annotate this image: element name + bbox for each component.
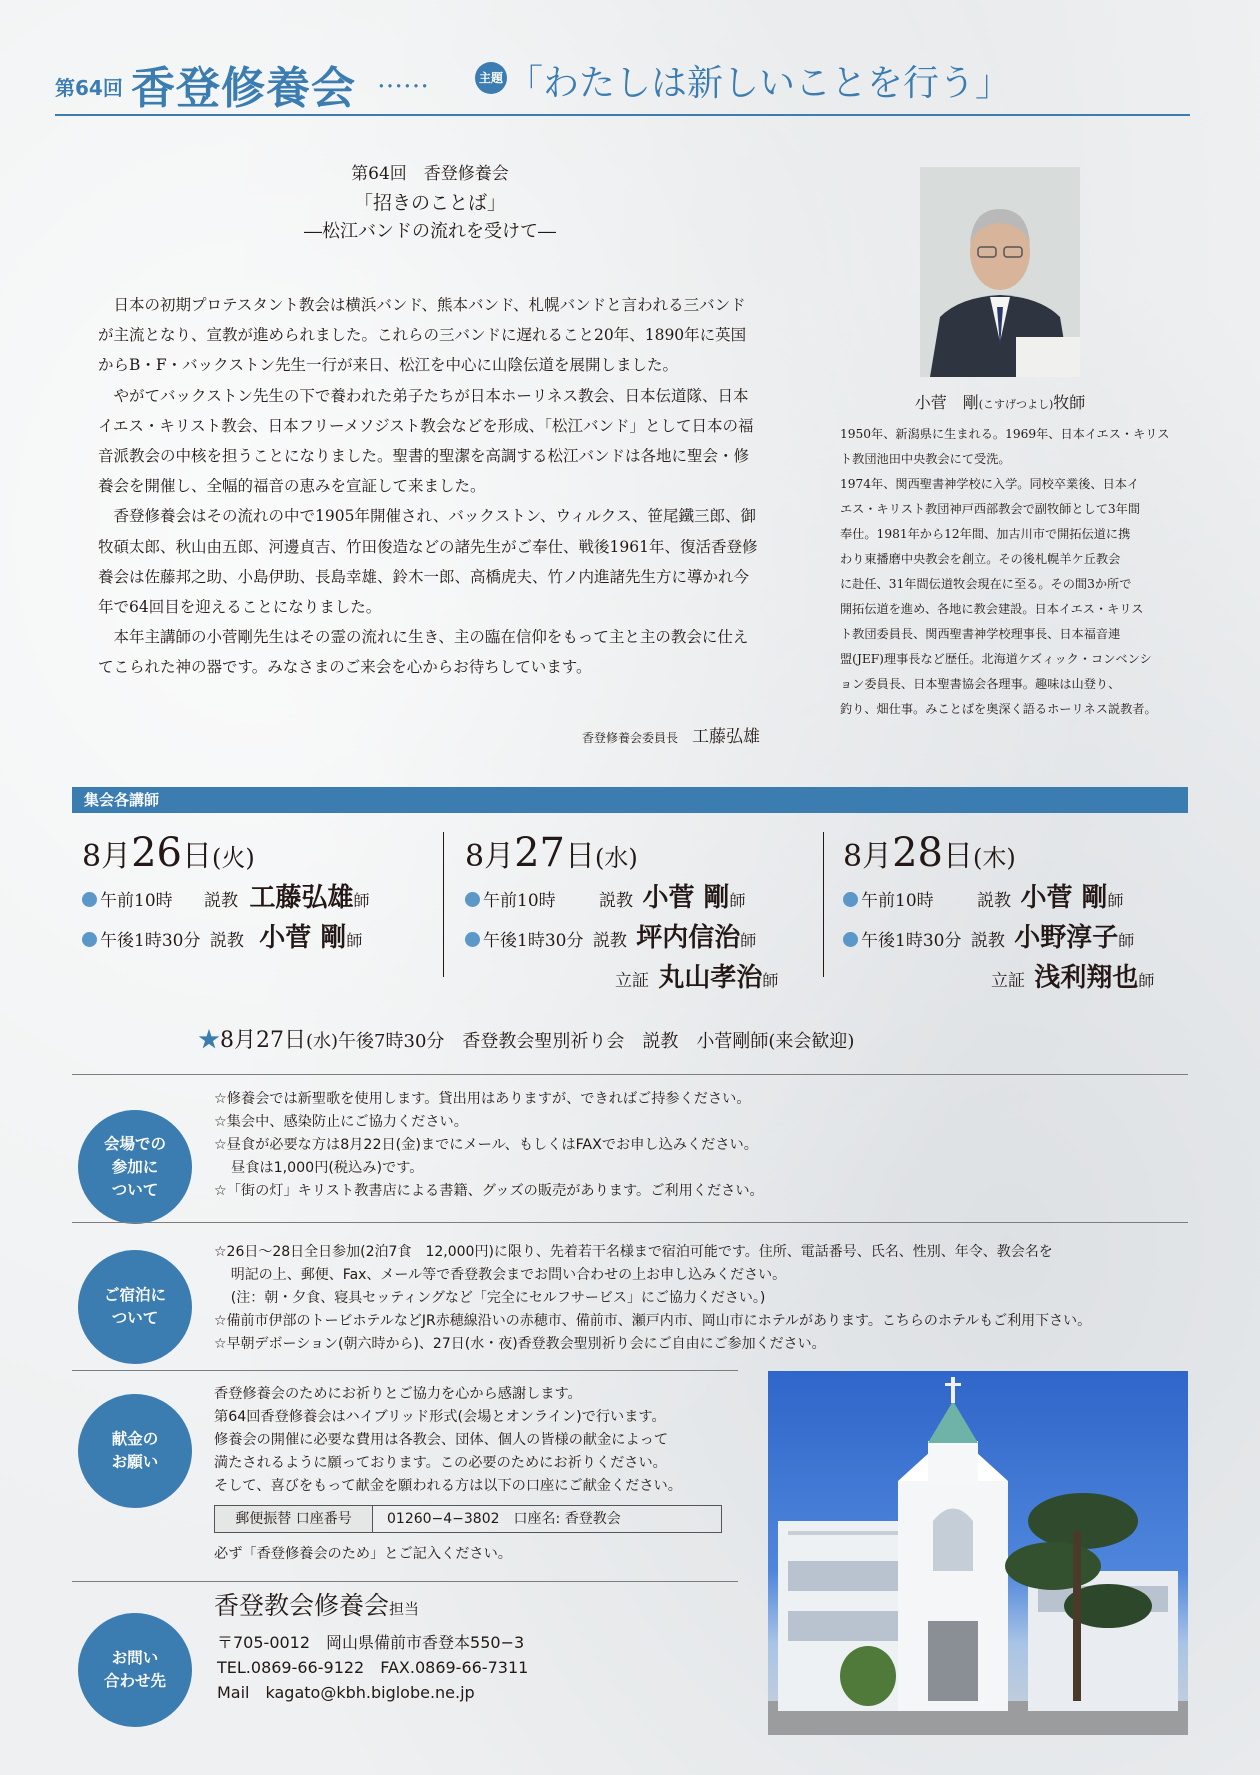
day-column-27 (465, 830, 825, 998)
circle-line: 会場での (103, 1134, 166, 1153)
schedule-row (465, 918, 825, 958)
session-role: 説教 (599, 891, 634, 911)
day-column-26 (82, 830, 442, 958)
date-month: 8 (465, 839, 485, 874)
bullet-icon (82, 892, 97, 907)
greeting-heading (250, 160, 610, 246)
session-role: 説教 (970, 931, 1005, 951)
lodging-info (214, 1241, 1091, 1356)
date-day: 28 (892, 830, 943, 876)
theme-badge: 主題 (475, 62, 507, 94)
bio-line: 盟(JEF)理事長など歴任。北海道ケズィック・コンベンシ (840, 652, 1152, 666)
section-divider (72, 1222, 1188, 1223)
bio-line: ョン委員長、日本聖書協会各理事。趣味は山登り、 (840, 677, 1121, 691)
day-column-28 (843, 830, 1203, 998)
circle-line: 献金の (111, 1430, 159, 1448)
event-name: 香登修養会 (131, 63, 356, 114)
bullet-icon (465, 932, 480, 947)
contact-phone-fax: TEL.0869-66-9122 FAX.0869-66-7311 (217, 1658, 529, 1677)
date-day: 26 (131, 830, 182, 876)
date-month-suffix: 月 (862, 839, 893, 874)
greeting-paragraph: やがてバックストン先生の下で養われた弟子たちが日本ホーリネス教会、日本伝道隊、日本イエス・キリスト教会、日本フリーメソジスト教会などを形成、「松江バンド」として日本の福音派教会の中核を担うことになりました。聖書的聖潔を高調する松江バンドは各地に聖会・修養会を開催し、全幅的福音の恵みを宣証して来ました。 (98, 386, 754, 496)
contact-circle-label (78, 1613, 192, 1727)
session-time: 午前10時 (483, 891, 556, 911)
schedule-row (843, 958, 1203, 998)
offering-note: 必ず「香登修養会のため」とご記入ください。 (214, 1546, 512, 1562)
session-speaker: 小菅 剛 (642, 883, 730, 913)
speaker-bio (840, 422, 1172, 722)
bio-line: ト教団委員長、関西聖書神学校理事長、日本福音連 (840, 627, 1121, 641)
session-speaker: 坪内信治 (636, 923, 741, 953)
greeting-paragraph: 香登修養会はその流れの中で1905年開催され、バックストン、ウィルクス、笹尾鐵三郎、御牧碩太郎、秋山由五郎、河邊貞吉、竹田俊造などの諸先生がご奉仕、戦後1961年、復活香登修養会は佐藤邦之助、小島伊助、長島幸雄、鈴木一郎、高橋虎夫、竹ノ内進諸先生方に導かれ今年で64回目を迎えることになりました。 (98, 507, 758, 617)
schedule-bar: 集会各講師 (72, 787, 1188, 813)
circle-line: ついて (111, 1309, 159, 1327)
contact-address: 〒705-0012 岡山県備前市香登本550−3 (217, 1633, 525, 1652)
session-speaker: 丸山孝治 (658, 963, 763, 993)
greeting-body (98, 290, 758, 683)
info-line: ☆「街の灯」キリスト教書店による書籍、グッズの販売があります。ご利用ください。 (214, 1183, 764, 1199)
info-line: 修養会の開催に必要な費用は各教会、団体、個人の皆様の献金によって (214, 1432, 669, 1448)
venue-circle-label (78, 1110, 192, 1224)
info-line: 昼食は1,000円(税込み)です。 (231, 1160, 424, 1176)
header-dots: …… (377, 64, 429, 94)
speaker-portrait-icon (920, 167, 1080, 377)
contact-organization (214, 1586, 419, 1622)
page-header (55, 50, 1190, 116)
schedule-row (843, 918, 1203, 958)
offering-info (214, 1383, 682, 1498)
section-divider (72, 1074, 1188, 1075)
bio-line: 釣り、畑仕事。みことばを奥深く語るホーリネス説教者。 (840, 702, 1157, 716)
speaker-photo (920, 167, 1080, 377)
contact-name-suffix: 担当 (389, 1600, 420, 1618)
info-line: 香登修養会のためにお祈りとご協力を心から感謝します。 (214, 1386, 582, 1402)
date-month: 8 (82, 839, 102, 874)
bullet-icon (843, 932, 858, 947)
schedule-row (82, 878, 442, 918)
session-time: 午後1時30分 (861, 931, 962, 951)
speaker-suffix: 師 (1118, 931, 1135, 950)
session-speaker: 工藤弘雄 (249, 883, 354, 913)
day-date (82, 830, 442, 878)
speaker-suffix: 師 (740, 931, 757, 950)
lodging-circle-label (78, 1250, 192, 1364)
date-month: 8 (843, 839, 863, 874)
speaker-reading: (こすげつよし) (978, 398, 1054, 411)
bio-line: 奉仕。1981年から12年間、加古川市で開拓伝道に携 (840, 527, 1131, 541)
bullet-icon (843, 892, 858, 907)
speaker-caption (840, 390, 1160, 413)
evening-details: (水)午後7時30分 香登教会聖別祈り会 説教 小菅剛師(来会歓迎) (306, 1031, 855, 1052)
speaker-suffix: 師 (1107, 891, 1124, 910)
account-label: 郵便振替 口座番号 (215, 1506, 373, 1532)
bio-line: わり東播磨中央教会を創立。その後札幌羊ケ丘教会 (840, 552, 1121, 566)
session-time: 午前10時 (100, 891, 173, 911)
circle-line: 合わせ先 (103, 1672, 166, 1690)
session-speaker: 浅利翔也 (1034, 963, 1139, 993)
circle-line: お問い (111, 1649, 159, 1667)
section-divider (72, 1370, 738, 1371)
venue-info (214, 1088, 764, 1203)
evening-date: 8月27日 (220, 1028, 307, 1053)
date-weekday: (水) (595, 844, 638, 872)
speaker-suffix: 師 (353, 891, 370, 910)
church-building-icon (768, 1371, 1188, 1735)
session-time: 午前10時 (861, 891, 934, 911)
day-date (843, 830, 1203, 878)
circle-line: ご宿泊に (103, 1286, 166, 1304)
offering-circle-label (78, 1394, 192, 1508)
bullet-icon (465, 892, 480, 907)
session-speaker: 小菅 剛 (259, 923, 347, 953)
bio-line: ト教団池田中央教会にて受洗。 (840, 452, 1011, 466)
session-time: 午後1時30分 (483, 931, 584, 951)
date-month-suffix: 月 (484, 839, 515, 874)
session-role: 説教 (209, 931, 244, 951)
date-weekday: (火) (212, 844, 255, 872)
section-divider (72, 1581, 738, 1582)
greeting-signature (520, 722, 760, 747)
info-line: 満たされるように願っております。この必要のためにお祈りください。 (214, 1455, 667, 1471)
info-line: 第64回香登修養会はハイブリッド形式(会場とオンライン)で行います。 (214, 1409, 666, 1425)
session-role: 説教 (592, 931, 627, 951)
contact-name: 香登教会修養会 (214, 1591, 390, 1620)
info-line: ☆修養会では新聖歌を使用します。貸出用はありますが、できればご持参ください。 (214, 1091, 751, 1107)
info-line: ☆26日～28日全日参加(2泊7食 12,000円)に限り、先着若干名様まで宿泊可能です。住所、電話番号、氏名、性別、年令、教会名を (214, 1244, 1053, 1260)
date-weekday: (木) (973, 844, 1016, 872)
session-speaker: 小菅 剛 (1020, 883, 1108, 913)
signature-name: 工藤弘雄 (692, 727, 760, 747)
circle-line: 参加に (111, 1157, 159, 1176)
account-value: 01260−4−3802 口座名: 香登教会 (387, 1511, 621, 1527)
circle-line: お願い (111, 1453, 159, 1471)
date-day-suffix: 日 (182, 839, 212, 874)
column-divider (443, 832, 444, 977)
schedule-row (465, 958, 825, 998)
theme-title: 「わたしは新しいことを行う」 (507, 63, 1012, 104)
session-role: 立証 (615, 971, 649, 991)
info-line: 明記の上、郵便、Fax、メール等で香登教会までお問い合わせの上お申し込みください。 (230, 1267, 787, 1283)
greeting-paragraph: 本年主講師の小菅剛先生はその霊の流れに生き、主の臨在信仰をもって主と主の教会に仕えてこられた神の器です。みなさまのご来会を心からお待ちしています。 (98, 628, 749, 677)
contact-details (217, 1630, 528, 1705)
session-role: 説教 (977, 891, 1012, 911)
bio-line: 開拓伝道を進め、各地に教会建設。日本イエス・キリス (840, 602, 1144, 616)
circle-line: ついて (111, 1180, 159, 1199)
session-role: 立証 (991, 971, 1025, 991)
greeting-line2: 「招きのことば」 (353, 192, 506, 214)
bank-account-box (214, 1505, 722, 1533)
speaker-suffix: 師 (762, 971, 779, 990)
info-line: そして、喜びをもって献金を願われる方は以下の口座にご献金ください。 (214, 1478, 682, 1494)
schedule-row (82, 918, 442, 958)
speaker-suffix: 師 (729, 891, 746, 910)
bio-line: 1974年、関西聖書神学校に入学。同校卒業後、日本イ (840, 477, 1140, 491)
evening-prayer-meeting (198, 1023, 1078, 1054)
speaker-suffix: 師 (1138, 971, 1155, 990)
greeting-line3: ―松江バンドの流れを受けて― (304, 221, 556, 242)
info-line: ☆備前市伊部のトービホテルなどJR赤穂線沿いの赤穂市、備前市、瀬戸内市、岡山市にホテルがあります。こちらのホテルもご利用下さい。 (214, 1313, 1092, 1329)
date-day-suffix: 日 (943, 839, 973, 874)
bio-line: に赴任、31年間伝道牧会現在に至る。その間3か所で (840, 577, 1132, 591)
bullet-icon (82, 932, 97, 947)
star-icon: ★ (198, 1028, 221, 1053)
speaker-title: 牧師 (1053, 393, 1086, 412)
date-day: 27 (514, 830, 565, 876)
info-line: ☆早朝デボーション(朝六時から)、27日(水・夜)香登教会聖別祈り会にご自由にご参加ください。 (214, 1336, 826, 1352)
schedule-row (843, 878, 1203, 918)
session-role: 説教 (204, 891, 239, 911)
info-line: ☆昼食が必要な方は8月22日(金)までにメール、もしくはFAXでお申し込みください。 (214, 1137, 758, 1153)
greeting-paragraph: 日本の初期プロテスタント教会は横浜バンド、熊本バンド、札幌バンドと言われる三バンドが主流となり、宣教が進められました。これらの三バンドに遅れること20年、1890年に英国からB・F・バックストン先生一行が来日、松江を中心に山陰伝道を展開しました。 (98, 296, 747, 375)
session-speaker: 小野淳子 (1014, 923, 1119, 953)
contact-email: Mail kagato@kbh.biglobe.ne.jp (217, 1683, 475, 1702)
date-month-suffix: 月 (101, 839, 132, 874)
info-line: ☆集会中、感染防止にご協力ください。 (214, 1114, 468, 1130)
signature-role: 香登修養会委員長 (581, 731, 678, 745)
edition-label: 第64回 (55, 76, 123, 100)
greeting-line1: 第64回 香登修養会 (351, 164, 509, 184)
info-line: (注：朝・夕食、寝具セッティングなど「完全にセルフサービス」にご協力ください。) (230, 1290, 766, 1306)
speaker-name: 小菅 剛 (914, 393, 979, 412)
speaker-suffix: 師 (346, 931, 363, 950)
schedule-row (465, 878, 825, 918)
column-divider (823, 832, 824, 977)
day-date (465, 830, 825, 878)
date-day-suffix: 日 (565, 839, 595, 874)
bio-line: 1950年、新潟県に生まれる。1969年、日本イエス・キリス (840, 427, 1170, 441)
church-photo (768, 1371, 1188, 1735)
bio-line: エス・キリスト教団神戸西部教会で副牧師として3年間 (840, 502, 1141, 516)
session-time: 午後1時30分 (100, 931, 201, 951)
